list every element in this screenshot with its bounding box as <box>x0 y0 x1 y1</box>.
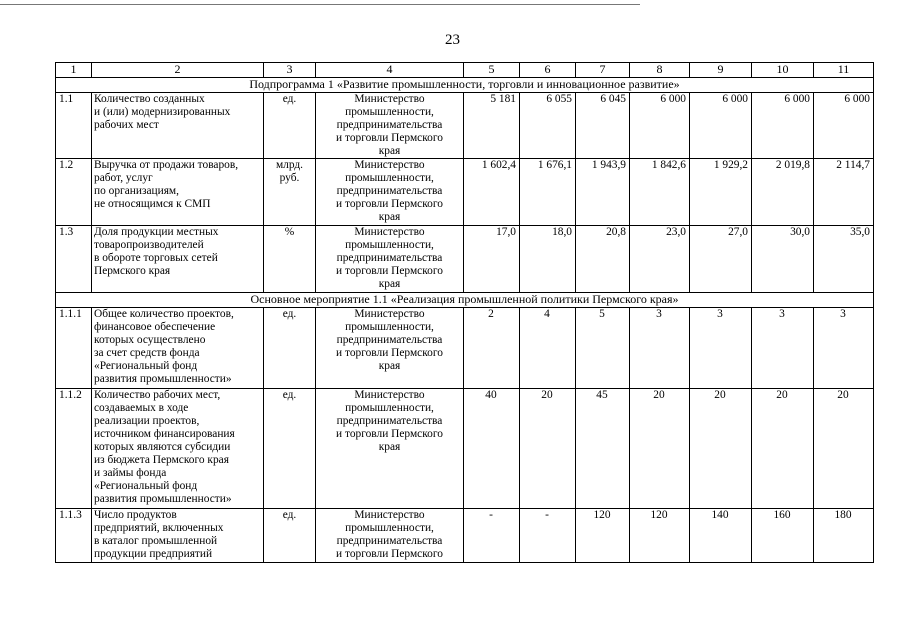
value-cell: 20 <box>630 389 690 509</box>
organization: Министерство промышленности, предпринимательства и торговли Пермского края <box>316 389 464 509</box>
header-cell: 5 <box>464 63 520 78</box>
organization: Министерство промышленности, предпринимательства и торговли Пермского края <box>316 226 464 293</box>
header-cell: 3 <box>264 63 316 78</box>
subprogram-row <box>56 78 874 93</box>
table-header-row <box>56 63 874 78</box>
organization: Министерство промышленности, предпринимательства и торговли Пермского края <box>316 93 464 159</box>
value-cell: 2 <box>464 308 520 389</box>
subprogram-title: Подпрограмма 1 «Развитие промышленности, торговли и инновационное развитие» <box>56 78 874 93</box>
table-row <box>56 93 874 159</box>
value-cell: 120 <box>576 509 630 563</box>
measure-row <box>56 293 874 308</box>
table-row <box>56 509 874 563</box>
value-cell: 20,8 <box>576 226 630 293</box>
row-number: 1.1.3 <box>56 509 92 563</box>
row-number: 1.1.1 <box>56 308 92 389</box>
indicator-name: Общее количество проектов, финансовое обеспечение которых осуществлено за счет средств фонда «Региональный фонд развития промышленности» <box>92 308 264 389</box>
value-cell: 20 <box>520 389 576 509</box>
top-rule <box>0 4 640 5</box>
value-cell: 5 <box>576 308 630 389</box>
value-cell: 20 <box>690 389 752 509</box>
value-cell: 1 943,9 <box>576 159 630 226</box>
header-cell: 7 <box>576 63 630 78</box>
value-cell: 40 <box>464 389 520 509</box>
header-cell: 1 <box>56 63 92 78</box>
value-cell: 2 114,7 <box>814 159 874 226</box>
organization: Министерство промышленности, предпринимательства и торговли Пермского <box>316 509 464 563</box>
value-cell: 6 000 <box>630 93 690 159</box>
header-cell: 11 <box>814 63 874 78</box>
table-row <box>56 308 874 389</box>
table-row <box>56 159 874 226</box>
value-cell: 2 019,8 <box>752 159 814 226</box>
value-cell: - <box>464 509 520 563</box>
unit: млрд. руб. <box>264 159 316 226</box>
value-cell: 1 602,4 <box>464 159 520 226</box>
value-cell: 6 055 <box>520 93 576 159</box>
value-cell: 20 <box>752 389 814 509</box>
header-cell: 2 <box>92 63 264 78</box>
measure-title: Основное мероприятие 1.1 «Реализация промышленной политики Пермского края» <box>56 293 874 308</box>
value-cell: 3 <box>814 308 874 389</box>
value-cell: 3 <box>690 308 752 389</box>
unit: ед. <box>264 509 316 563</box>
unit: ед. <box>264 308 316 389</box>
value-cell: 30,0 <box>752 226 814 293</box>
indicator-name: Число продуктов предприятий, включенных в каталог промышленной продукции предприятий <box>92 509 264 563</box>
value-cell: 1 676,1 <box>520 159 576 226</box>
indicators-table <box>55 62 874 563</box>
value-cell: 18,0 <box>520 226 576 293</box>
unit: % <box>264 226 316 293</box>
header-cell: 8 <box>630 63 690 78</box>
value-cell: 180 <box>814 509 874 563</box>
value-cell: 1 929,2 <box>690 159 752 226</box>
value-cell: 27,0 <box>690 226 752 293</box>
table-row <box>56 389 874 509</box>
value-cell: 4 <box>520 308 576 389</box>
value-cell: 45 <box>576 389 630 509</box>
value-cell: 6 000 <box>752 93 814 159</box>
header-cell: 9 <box>690 63 752 78</box>
indicator-name: Выручка от продажи товаров, работ, услуг по организациям, не относящимся к СМП <box>92 159 264 226</box>
value-cell: 6 000 <box>690 93 752 159</box>
value-cell: 35,0 <box>814 226 874 293</box>
header-cell: 4 <box>316 63 464 78</box>
header-cell: 6 <box>520 63 576 78</box>
unit: ед. <box>264 93 316 159</box>
value-cell: 6 045 <box>576 93 630 159</box>
table-row <box>56 226 874 293</box>
indicator-name: Количество созданных и (или) модернизированных рабочих мест <box>92 93 264 159</box>
value-cell: 6 000 <box>814 93 874 159</box>
row-number: 1.3 <box>56 226 92 293</box>
value-cell: 160 <box>752 509 814 563</box>
header-cell: 10 <box>752 63 814 78</box>
row-number: 1.1.2 <box>56 389 92 509</box>
indicator-name: Количество рабочих мест, создаваемых в ходе реализации проектов, источником финансирования которых являются субсидии из бюджета Пермского края и займы фонда «Региональный фонд развития промышленности» <box>92 389 264 509</box>
value-cell: 140 <box>690 509 752 563</box>
value-cell: - <box>520 509 576 563</box>
indicator-name: Доля продукции местных товаропроизводителей в обороте торговых сетей Пермского края <box>92 226 264 293</box>
value-cell: 17,0 <box>464 226 520 293</box>
value-cell: 3 <box>752 308 814 389</box>
value-cell: 1 842,6 <box>630 159 690 226</box>
value-cell: 120 <box>630 509 690 563</box>
value-cell: 23,0 <box>630 226 690 293</box>
value-cell: 20 <box>814 389 874 509</box>
row-number: 1.1 <box>56 93 92 159</box>
page-number: 23 <box>445 32 460 48</box>
organization: Министерство промышленности, предпринимательства и торговли Пермского края <box>316 308 464 389</box>
value-cell: 5 181 <box>464 93 520 159</box>
unit: ед. <box>264 389 316 509</box>
organization: Министерство промышленности, предпринимательства и торговли Пермского края <box>316 159 464 226</box>
row-number: 1.2 <box>56 159 92 226</box>
value-cell: 3 <box>630 308 690 389</box>
